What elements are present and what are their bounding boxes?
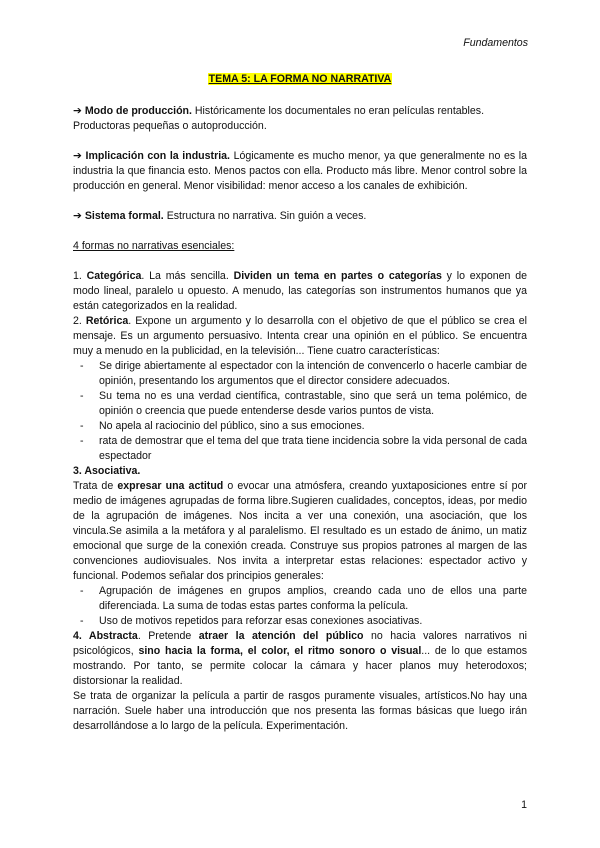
document-body (73, 72, 527, 734)
form-emphasis: atraer la atención del público (198, 630, 364, 642)
form-number: 2. (73, 315, 86, 327)
retorica-list (73, 359, 527, 464)
point-industria (73, 149, 527, 194)
point-produccion (73, 104, 527, 134)
point-text: Estructura no narrativa. Sin guión a veces. (163, 210, 367, 222)
list-item: - Su tema no es una verdad científica, contrastable, sino que será un tema polémico, de opinión o creencia que puede entenderse desde varios puntos de vista. (73, 389, 527, 419)
list-item: - No apela al raciocinio del público, sino a sus emociones. (73, 419, 527, 434)
list-item: - rata de demostrar que el tema del que trata tiene incidencia sobre la vida personal de cada espectador (73, 434, 527, 464)
form-text: no hacia valores narrativos ni psicológicos, (73, 630, 527, 657)
form-categorica (73, 269, 527, 314)
form-number: 1. (73, 270, 87, 282)
point-label: Implicación con la industria. (85, 150, 230, 162)
list-item: - Agrupación de imágenes en grupos amplios, creando cada uno de ellos una parte diferenciada. La suma de todas estas partes conforma la película. (73, 584, 527, 614)
form-text: . Expone un argumento y lo desarrolla con el objetivo de que el público se crea el mensaje. Es un argumento persuasivo. Intenta crear una opinión en el público. Se encuentra muy a menudo en la publicidad, en la televisión... Tiene cuatro características: (73, 315, 527, 357)
form-label: 3. Asociativa. (73, 465, 141, 477)
form-emphasis: Dividen un tema en partes o categorías (233, 270, 442, 282)
arrow-icon: ➔ (73, 105, 82, 117)
point-text: Históricamente los documentales no eran películas rentables. Productoras pequeñas o autoproducción. (73, 105, 485, 132)
form-abstracta (73, 629, 527, 689)
form-text: o evocar una atmósfera, creando yuxtaposiciones entre sí por medio de imágenes agrupadas de forma libre.Sugieren cualidades, conceptos, ideas, por medio de la agrupación de imágenes. Nos incita a ver una conexión, una asociación, que los vincula.Se asimila a la metáfora y al paralelismo. El resultado es un estado de ánimo, un matiz emocional que surge de la conexión creada. Construye sus propios patrones al margen de las convenciones audiovisuales. Nos invita a interpretar estas relaciones: espectador activo y funcional. Podemos señalar dos principios generales: (73, 480, 527, 582)
form-emphasis: expresar una actitud (117, 480, 224, 492)
point-sistema (73, 209, 527, 224)
form-abstracta-paragraph: Se trata de organizar la película a partir de rasgos puramente visuales, artísticos.No hay una narración. Suele haber una introducción que nos presenta las formas básicas que luego irán desarrollándose a lo largo de la película. Experimentación. (73, 690, 527, 732)
point-label: Modo de producción. (84, 105, 192, 117)
asociativa-list (73, 584, 527, 629)
form-emphasis: sino hacia la forma, el color, el ritmo sonoro o visual (138, 645, 422, 657)
list-item: - Se dirige abiertamente al espectador con la intención de convencerlo o hacerle cambiar de opinión, presentando los argumentos que el director considere adecuados. (73, 359, 527, 389)
page-number: 1 (521, 799, 527, 811)
point-label: Sistema formal. (84, 210, 164, 222)
form-label: 4. Abstracta (73, 630, 138, 642)
form-text: . Pretende (137, 630, 199, 642)
arrow-icon: ➔ (73, 150, 82, 162)
form-label: Retórica (85, 315, 129, 327)
form-retorica (73, 314, 527, 359)
forms-heading: 4 formas no narrativas esenciales: (73, 240, 235, 252)
form-text: . La más sencilla. (141, 270, 234, 282)
document-title: TEMA 5: LA FORMA NO NARRATIVA (208, 73, 392, 85)
form-text: y lo exponen de modo lineal, paralelo u opuesto. A menudo, las categorías son instrumentos humanos que ya están categorizados en la realidad. (73, 270, 527, 312)
point-text: Lógicamente es mucho menor, ya que generalmente no es la industria la que financia esto. Menos pactos con ella. Producto más libre. Menor control sobre la producción en general. Menor visibilidad: menor acceso a los canales de exhibición. (73, 150, 527, 192)
title-block (73, 72, 527, 87)
list-item: - Uso de motivos repetidos para reforzar esas conexiones asociativas. (73, 614, 527, 629)
form-text: Trata de (73, 480, 118, 492)
form-asociativa-heading (73, 464, 527, 479)
form-label: Categórica (86, 270, 142, 282)
form-text: ... de lo que estamos mostrando. Por tanto, se permite colocar la cámara y hacer planos muy heterodoxos; distorsionar la realidad. (73, 645, 528, 687)
arrow-icon: ➔ (73, 210, 82, 222)
form-asociativa (73, 479, 527, 584)
running-header: Fundamentos (463, 37, 528, 49)
